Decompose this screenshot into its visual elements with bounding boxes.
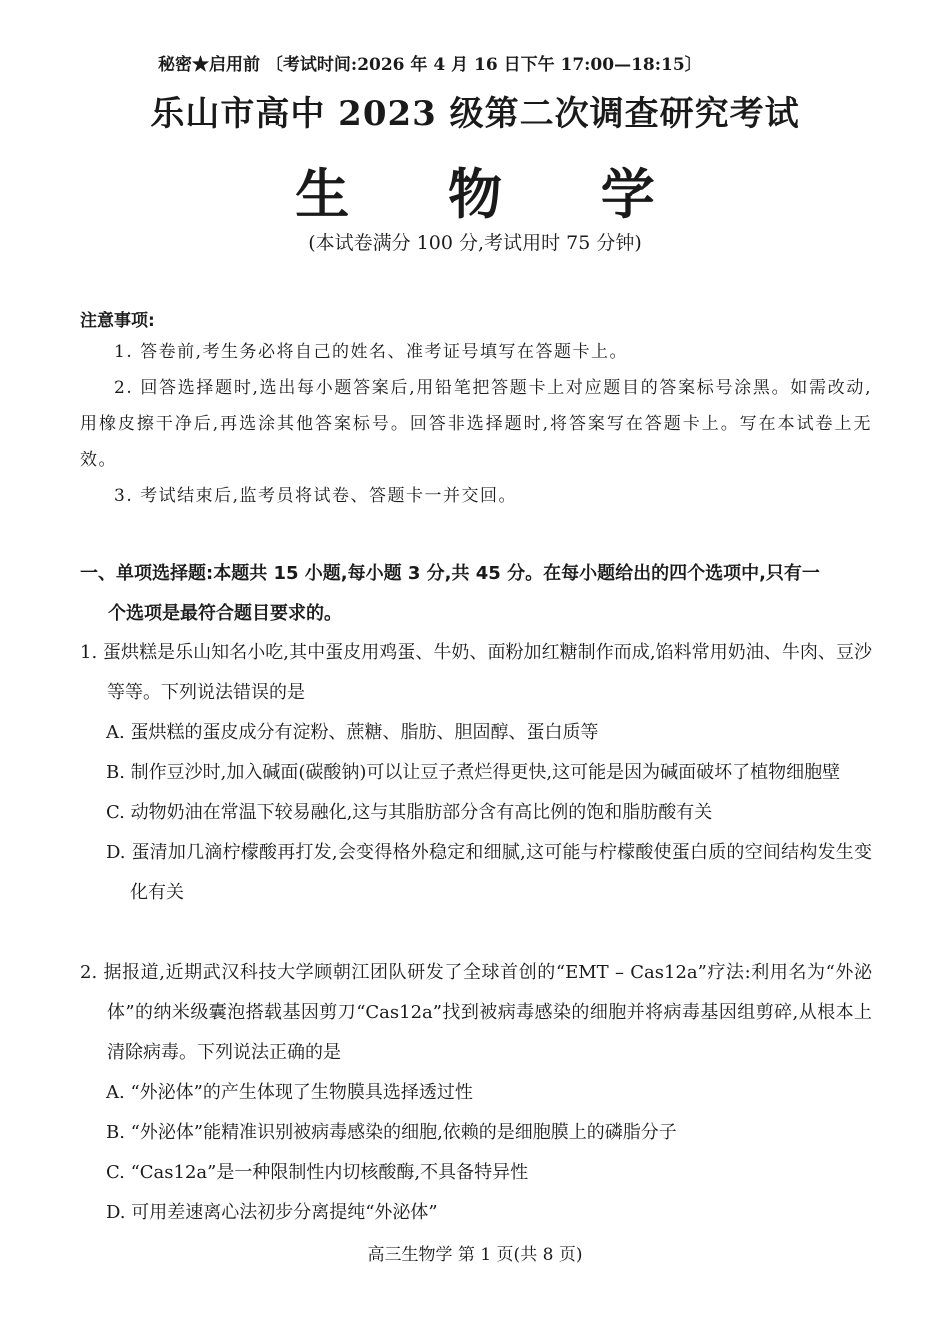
notice-title: 注意事项: <box>80 311 155 331</box>
section-heading <box>80 554 872 634</box>
subject-title: 生 物 学 <box>295 162 695 226</box>
question-stem: 1. 蛋烘糕是乐山知名小吃,其中蛋皮用鸡蛋、牛奶、面粉加红糖制作而成,馅料常用奶油、牛肉、豆沙等等。下列说法错误的是 <box>80 642 872 703</box>
option-a: A. 蛋烘糕的蛋皮成分有淀粉、蔗糖、脂肪、胆固醇、蛋白质等 <box>106 722 599 743</box>
question-stem: 2. 据报道,近期武汉科技大学顾朝江团队研发了全球首创的“EMT – Cas12a”疗法:利用名为“外泌体”的纳米级囊泡搭载基因剪刀“Cas12a”找到被病毒感染的细胞并将病毒基因组剪碎,从根本上清除病毒。下列说法正确的是 <box>80 962 872 1063</box>
question-2 <box>80 953 872 1233</box>
notice-item: 1. 答卷前,考生务必将自己的姓名、准考证号填写在答题卡上。 <box>114 342 629 362</box>
section-heading-line1: 一、单项选择题:本题共 15 小题,每小题 3 分,共 45 分。在每小题给出的四个选项中,只有一 <box>80 563 820 584</box>
confidential-header: 秘密★启用前 〔考试时间:2026 年 4 月 16 日下午 17:00—18:15〕 <box>158 55 702 75</box>
option-b: B. “外泌体”能精准识别被病毒感染的细胞,依赖的是细胞膜上的磷脂分子 <box>106 1122 677 1143</box>
section-heading-line2: 个选项是最符合题目要求的。 <box>108 603 342 624</box>
option-d: D. 蛋清加几滴柠檬酸再打发,会变得格外稳定和细腻,这可能与柠檬酸使蛋白质的空间结构发生变化有关 <box>106 842 872 903</box>
page-footer: 高三生物学 第 1 页(共 8 页) <box>367 1245 583 1265</box>
exam-title: 乐山市高中 2023 级第二次调查研究考试 <box>150 94 800 134</box>
notice-list <box>80 334 872 514</box>
question-1 <box>80 633 872 913</box>
option-d: D. 可用差速离心法初步分离提纯“外泌体” <box>106 1202 438 1223</box>
option-b: B. 制作豆沙时,加入碱面(碳酸钠)可以让豆子煮烂得更快,这可能是因为碱面破坏了植物细胞壁 <box>106 762 841 783</box>
option-c: C. 动物奶油在常温下较易融化,这与其脂肪部分含有高比例的饱和脂肪酸有关 <box>106 802 713 823</box>
notice-item: 3. 考试结束后,监考员将试卷、答题卡一并交回。 <box>114 486 518 506</box>
exam-note: (本试卷满分 100 分,考试用时 75 分钟) <box>308 232 642 254</box>
option-c: C. “Cas12a”是一种限制性内切核酸酶,不具备特异性 <box>106 1162 529 1183</box>
option-a: A. “外泌体”的产生体现了生物膜具选择透过性 <box>106 1082 473 1103</box>
notice-item: 2. 回答选择题时,选出每小题答案后,用铅笔把答题卡上对应题目的答案标号涂黑。如需改动,用橡皮擦干净后,再选涂其他答案标号。回答非选择题时,将答案写在答题卡上。写在本试卷上无效。 <box>80 378 872 470</box>
